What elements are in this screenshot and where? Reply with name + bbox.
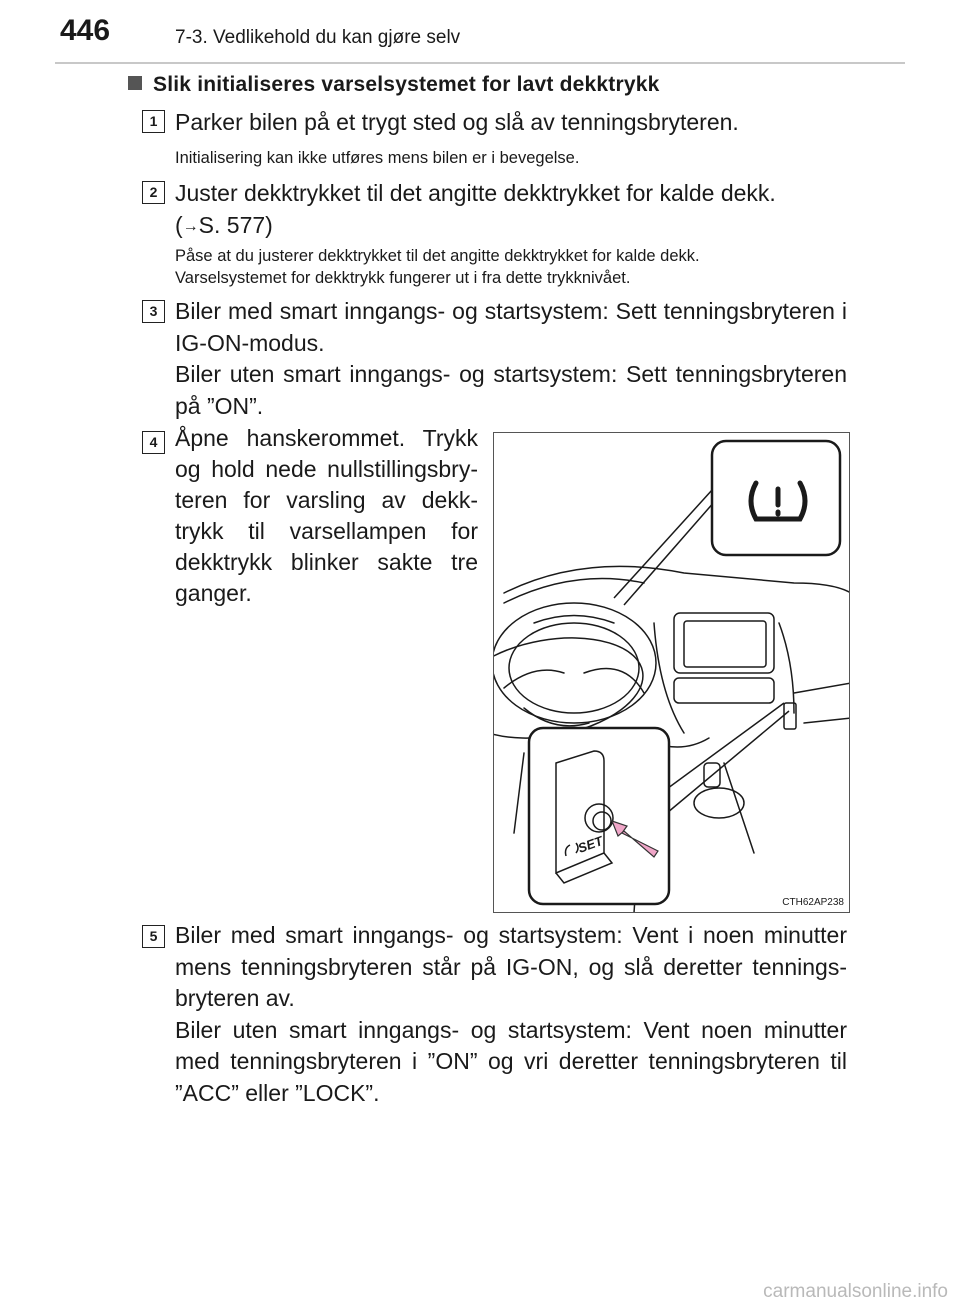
set-button-label: SET [575, 833, 605, 856]
running-head: 7-3. Vedlikehold du kan gjøre selv [175, 27, 461, 48]
step-text-para: Biler med smart inngangs- og startsystem: Sett tenningsbryteren i IG-ON-modus. [175, 298, 847, 356]
ref-paren: ( [175, 211, 183, 238]
step-number: 5 [142, 925, 165, 948]
step-note [175, 245, 855, 289]
step-text-para: Biler uten smart inngangs- og startsystem: Vent noen minutter med tenningsbryteren i ”ON” og vri deretter tenningsbryteren til ”ACC” eller ”LOCK”. [175, 1016, 847, 1106]
step-number: 4 [142, 431, 165, 454]
page-reference [175, 212, 273, 238]
arrow-right-icon: → [182, 217, 199, 235]
section-title [128, 73, 660, 97]
ref-page: S. 577) [198, 211, 273, 238]
step-text: Parker bilen på et trygt sted og slå av tenningsbryteren. [175, 109, 739, 135]
section-title-text: Slik initialiseres varselsystemet for lavt dekktrykk [153, 73, 660, 96]
step-note-line: Varselsystemet for dekktrykk fungerer ut i fra dette trykknivået. [175, 269, 631, 287]
step-number: 3 [142, 300, 165, 323]
header-rule [55, 62, 905, 64]
square-bullet-icon [128, 76, 142, 90]
watermark: carmanualsonline.info [763, 1281, 948, 1302]
step-text: Åpne hanskerommet. Trykk og hold nede nullstillingsbry-teren for varsling av dekk-trykk til varsellampen for dekktrykk blinker sakte tre ganger. [175, 425, 478, 606]
figure-code: CTH62AP238 [782, 897, 844, 908]
step-note: Initialisering kan ikke utføres mens bilen er i bevegelse. [175, 149, 580, 167]
step-text-para: Biler med smart inngangs- og startsystem: Vent i noen minutter mens tenningsbryteren står på IG-ON, og slå deretter tennings-bryteren av. [175, 922, 847, 1011]
step-number: 1 [142, 110, 165, 133]
step-text [175, 178, 847, 242]
dashboard-illustration [494, 433, 850, 913]
step-text [175, 920, 847, 1109]
illustration-frame [493, 432, 850, 913]
step-text [175, 296, 847, 422]
step-text-main: Juster dekktrykket til det angitte dekktrykket for kalde dekk. [175, 180, 776, 206]
step-number: 2 [142, 181, 165, 204]
step-text-para: Biler uten smart inngangs- og startsystem: Sett tenningsbryteren på ”ON”. [175, 361, 847, 419]
page-number: 446 [60, 14, 111, 47]
step-note-line: Påse at du justerer dekktrykket til det angitte dekktrykket for kalde dekk. [175, 247, 700, 265]
